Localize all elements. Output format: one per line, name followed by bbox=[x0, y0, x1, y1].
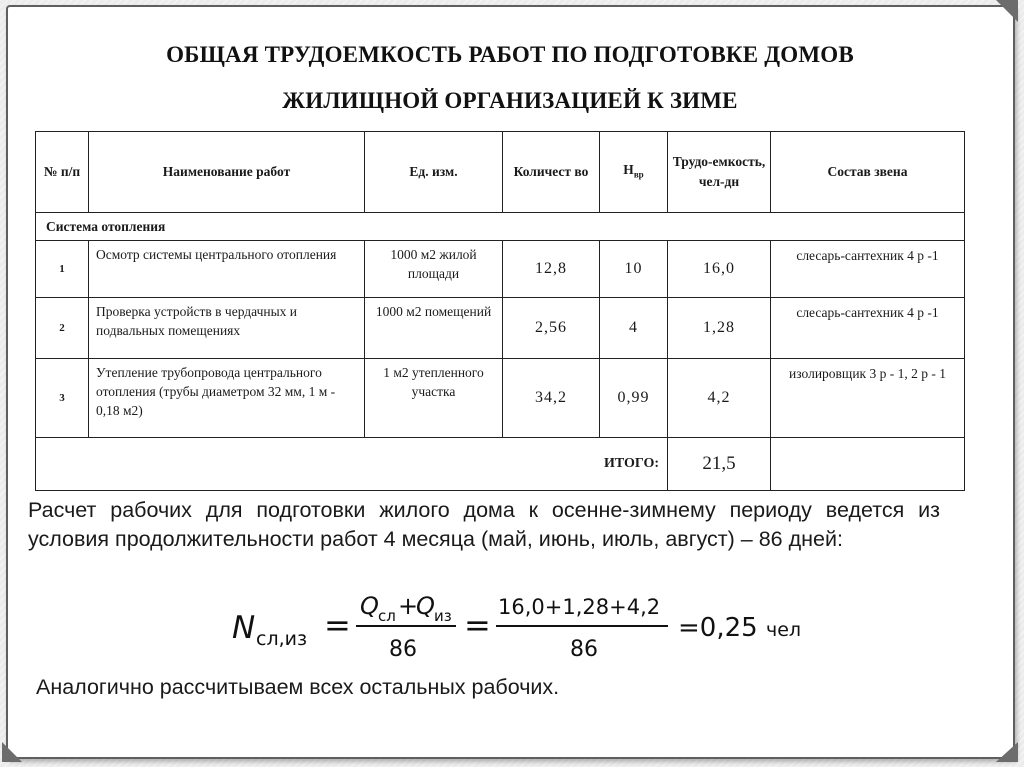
row-name: Утепление трубопровода центрального отопления (трубы диаметром 32 мм, 1 м - 0,18 м2) bbox=[89, 359, 365, 438]
formula-result: =0,25 bbox=[678, 613, 758, 643]
header-norm bbox=[600, 132, 668, 213]
worker-formula bbox=[228, 590, 828, 660]
header-num: № п/п bbox=[36, 132, 89, 213]
formula-lhs-sub: сл,из bbox=[256, 628, 308, 650]
conclusion-text: Аналогично рассчитываем всех остальных рабочих. bbox=[36, 675, 560, 699]
row-num: 3 bbox=[36, 359, 89, 438]
calc-paragraph: Расчет рабочих для подготовки жилого дома к осенне-зимнему периоду ведется из условия продолжительности работ 4 месяца (май, июнь, июль, август) – 86 дней: bbox=[28, 498, 940, 551]
table-header-row bbox=[36, 132, 965, 213]
row-crew: изолировщик 3 р - 1, 2 р - 1 bbox=[771, 359, 965, 438]
formula-equals: = bbox=[324, 606, 351, 644]
row-unit: 1000 м2 помещений bbox=[365, 298, 503, 359]
row-norm: 0,99 bbox=[600, 359, 668, 438]
row-num: 1 bbox=[36, 241, 89, 298]
corner-decoration bbox=[996, 742, 1018, 762]
table-row bbox=[36, 241, 965, 298]
row-norm: 4 bbox=[600, 298, 668, 359]
total-value: 21,5 bbox=[668, 438, 771, 491]
row-unit: 1 м2 утепленного участка bbox=[365, 359, 503, 438]
table-row bbox=[36, 298, 965, 359]
total-label: ИТОГО: bbox=[36, 438, 668, 491]
formula-values: 16,0+1,28+4,2 bbox=[498, 595, 661, 619]
formula-q-sl-sub: сл bbox=[378, 607, 396, 625]
header-unit: Ед. изм. bbox=[365, 132, 503, 213]
row-labor: 1,28 bbox=[668, 298, 771, 359]
slide-title-line2: ЖИЛИЩНОЙ ОРГАНИЗАЦИЕЙ К ЗИМЕ bbox=[282, 88, 738, 113]
formula-equals: = bbox=[464, 606, 491, 644]
row-num: 2 bbox=[36, 298, 89, 359]
row-qty: 2,56 bbox=[503, 298, 600, 359]
header-norm-main: Н bbox=[623, 161, 634, 177]
row-qty: 34,2 bbox=[503, 359, 600, 438]
formula-q-iz-sub: из bbox=[434, 607, 452, 625]
formula-den2: 86 bbox=[570, 637, 598, 660]
slide-title-line1: ОБЩАЯ ТРУДОЕМКОСТЬ РАБОТ ПО ПОДГОТОВКЕ ДОМОВ bbox=[166, 42, 854, 67]
total-row bbox=[36, 438, 965, 491]
formula-unit: чел bbox=[766, 619, 802, 641]
formula-den: 86 bbox=[389, 637, 417, 660]
labor-table bbox=[35, 131, 965, 491]
header-labor: Трудо-емкость, чел-дн bbox=[668, 132, 771, 213]
row-qty: 12,8 bbox=[503, 241, 600, 298]
section-row bbox=[36, 213, 965, 241]
row-labor: 4,2 bbox=[668, 359, 771, 438]
formula-lhs: N bbox=[232, 610, 256, 646]
formula-q-iz: Q bbox=[416, 592, 435, 620]
header-crew: Состав звена bbox=[771, 132, 965, 213]
table-row bbox=[36, 359, 965, 438]
row-unit: 1000 м2 жилой площади bbox=[365, 241, 503, 298]
corner-decoration bbox=[996, 0, 1018, 22]
corner-decoration bbox=[2, 742, 22, 762]
header-name: Наименование работ bbox=[89, 132, 365, 213]
row-labor: 16,0 bbox=[668, 241, 771, 298]
section-title: Система отопления bbox=[36, 213, 965, 241]
row-name: Осмотр системы центрального отопления bbox=[89, 241, 365, 298]
formula-plus: + bbox=[398, 592, 419, 620]
formula-q-sl: Q bbox=[360, 592, 379, 620]
row-crew: слесарь-сантехник 4 р -1 bbox=[771, 298, 965, 359]
row-name: Проверка устройств в чердачных и подвальных помещениях bbox=[89, 298, 365, 359]
total-empty-cell bbox=[771, 438, 965, 491]
header-norm-sub: вр bbox=[633, 169, 644, 180]
header-qty: Количест во bbox=[503, 132, 600, 213]
row-crew: слесарь-сантехник 4 р -1 bbox=[771, 241, 965, 298]
row-norm: 10 bbox=[600, 241, 668, 298]
